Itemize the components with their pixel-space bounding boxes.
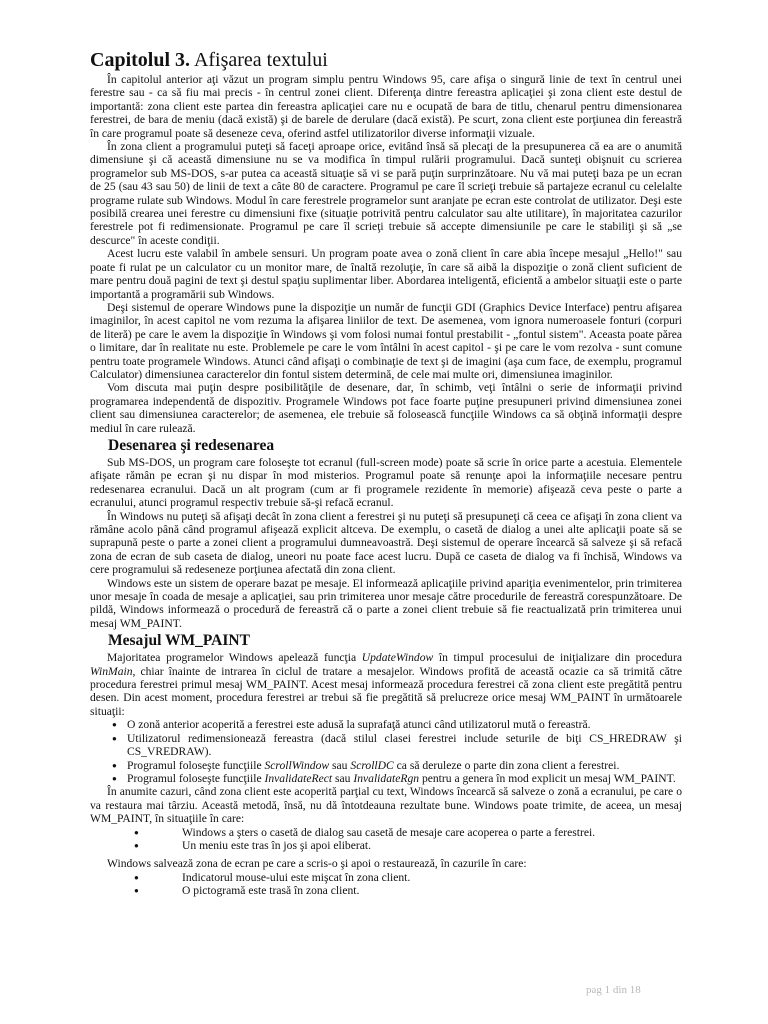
paragraph: În zona client a programului puteţi să faceţi aproape orice, evitând însă să plecaţi de la presupunerea că ea are o anumită dimensiune şi că această dimensiune nu se va modifica în timpul rulării programului. Dacă sunteţi obişnuit cu scrierea programelor sub MS-DOS, s-ar putea ca această situaţie să vi se pară puţin surprinzătoare. Nu vă mai puteţi baza pe un ecran de 25 (sau 43 sau 50) de linii de text a câte 80 de caractere. Programul pe care îl scrieţi trebuie să partajeze ecranul cu celelalte programe rulate sub Windows. Modul în care ferestrele programelor sunt aranjate pe ecran este controlat de utilizator. Deşi este posibilă crearea unei ferestre cu dimensiuni fixe (situaţie potrivită pentru calculator sau alte utilitare), în majoritatea cazurilor ferestrele pot fi redimensionate. Programul pe care îl scrieţi trebuie să accepte dimensiunile pe care le stabiliţi şi să „se descurce" în aceste condiţii. (90, 140, 682, 247)
text-run: în timpul procesului de iniţializare din procedura (433, 651, 682, 665)
list-item (90, 759, 682, 772)
text-run: Programul foloseşte funcţiile (127, 758, 265, 772)
page-number: pag 1 din 18 (586, 984, 641, 996)
section-heading-redraw: Desenarea şi redesenarea (108, 436, 275, 454)
paragraph: Windows salvează zona de ecran pe care a scris-o şi apoi o restaurează, în cazurile în care: (107, 857, 527, 871)
list-item: ● Un meniu este tras în jos şi apoi eliberat. (90, 839, 682, 852)
section-heading-wm-paint: Mesajul WM_PAINT (108, 632, 250, 650)
chapter-title-text: Afişarea textului (193, 49, 328, 71)
function-name: ScrollWindow (264, 758, 330, 772)
text-run: sau (329, 758, 351, 772)
text-run: sau (332, 771, 354, 785)
paragraph: În anumite cazuri, când zona client este acoperită parţial cu text, Windows încearcă să salveze o zonă a ecranului, pe care o va restaura mai târziu. Această metodă, însă, nu dă întotdeauna rezultate bune. Windows poate trimite, de aceea, un mesaj WM_PAINT, în situaţiile în care: (90, 785, 682, 826)
list-item: ● O zonă anterior acoperită a ferestrei este adusă la suprafaţă atunci când utilizatorul mută o fereastră. (90, 718, 682, 731)
chapter-number: Capitolul 3. (90, 49, 191, 71)
paragraph: Vom discuta mai puţin despre posibilităţile de desenare, dar, în schimb, veţi întâlni o serie de informaţii privind programarea independentă de dispozitiv. Programele Windows pot face foarte puţine presupuneri privind dimensiunea zonei client sau dimensiunea caracterelor; de asemenea, ele trebuie să folosească funcţiile Windows ca să obţină informaţii despre mediul în care rulează. (90, 381, 682, 435)
text-run: ca să deruleze o parte din zona client a ferestrei. (393, 758, 620, 772)
document-page (90, 48, 682, 898)
list-item (90, 772, 682, 785)
bullet-list (90, 718, 682, 785)
list-item: ● Utilizatorul redimensionează fereastra (dacă stilul clasei ferestrei include seturile de biţi CS_HREDRAW şi CS_VREDRAW). (90, 732, 682, 759)
sub-bullet-list (90, 826, 682, 853)
chapter-title (90, 48, 682, 72)
function-name: InvalidateRgn (353, 771, 420, 785)
list-item: ● O pictogramă este trasă în zona client. (90, 884, 682, 897)
text-run: pentru a genera în mod explicit un mesaj WM_PAINT. (419, 771, 676, 785)
paragraph (90, 651, 682, 718)
function-name: ScrollDC (350, 758, 394, 772)
paragraph: Sub MS-DOS, un program care foloseşte tot ecranul (full-screen mode) poate să scrie în orice parte a acestuia. Elementele afişate rămân pe ecran şi nu dispar în mod misterios. Programul poate să renunţe apoi la informaţiile necesare pentru redesenarea ecranului. Dacă un alt program (cum ar fi programele rezidente în memorie) afişează ceva peste o parte a ecranului, atunci programul respectiv trebuie să-şi refacă ecranul. (90, 455, 682, 510)
list-item: ● Windows a şters o casetă de dialog sau casetă de mesaje care acoperea o parte a ferestrei. (90, 826, 682, 839)
function-name: InvalidateRect (264, 771, 333, 785)
paragraph: Windows este un sistem de operare bazat pe mesaje. El informează aplicaţiile privind apariţia evenimentelor, prin trimiterea unor mesaje în coada de mesaje a aplicaţiei, sau prin trimiterea unor mesaje către procedurile de fereastră corespunzătoare. De pildă, Windows informează o procedură de fereastră că o parte a zonei client trebuie să fie reactualizată prin trimiterea unui mesaj WM_PAINT. (90, 576, 682, 630)
paragraph: Deşi sistemul de operare Windows pune la dispoziţie un număr de funcţii GDI (Graphics Device Interface) pentru afişarea imaginilor, în acest capitol ne vom rezuma la afişarea liniilor de text. De asemenea, vom ignora numeroasele fonturi (corpuri de literă) pe care le avem la dispoziţie în Windows şi vom folosi numai fontul prestabilit - „fontul sistem". Aceasta poate părea o limitare, dar în realitate nu este. Problemele pe care le vom întâlni în acest capitol - şi pe care le vom rezolva - sunt comune pentru toate programele Windows. Atunci când afişaţi o combinaţie de text şi de imagini (aşa cum face, de exemplu, programul Calculator) dimensiunea caracterelor din fontul sistem determină, de cele mai multe ori, dimensiunea imaginilor. (90, 300, 682, 381)
paragraph: În Windows nu puteţi să afişaţi decât în zona client a ferestrei şi nu puteţi să presupuneţi că ceea ce afişaţi în zona client va rămâne acolo până când programul afişează explicit altceva. De exemplu, o casetă de dialog a unei alte aplicaţii poate să se suprapună peste o parte a zonei client a programului dumneavoastră. Deşi sistemul de operare încearcă să salveze şi să refacă zona de ecran de sub caseta de dialog, uneori nu poate face acest lucru. După ce caseta de dialog va fi închisă, Windows va cere programului să redeseneze porţiunea afectată din zona client. (90, 509, 682, 577)
function-name: UpdateWindow (361, 651, 434, 665)
text-run: Majoritatea programelor Windows apelează funcţia (107, 651, 362, 665)
sub-bullet-list (90, 871, 682, 898)
paragraph: În capitolul anterior aţi văzut un program simplu pentru Windows 95, care afişa o singură linie de text în centrul unei ferestre sau - ca să fiu mai precis - în centrul zonei client. Diferenţa dintre fereastra aplicaţiei şi zona client este destul de importantă: zona client este partea din fereastra aplicaţiei care nu e ocupată de bara de titlu, chenarul pentru dimensionarea ferestrei, de bara de meniu (dacă există) şi de barele de derulare (dacă există). Pe scurt, zona client este porţiunea din fereastră în care programul poate să deseneze ceva, oferind astfel utilizatorilor diverse informaţii vizuale. (90, 73, 682, 140)
text-run: Programul foloseşte funcţiile (127, 771, 265, 785)
list-item: ● Indicatorul mouse-ului este mişcat în zona client. (90, 871, 682, 884)
text-run: , chiar înainte de intrarea în ciclul de tratare a mesajelor. Windows profită de această ocazie ca să trimită către procedura ferestrei primul mesaj WM_PAINT. Acest mesaj informează procedura ferestrei că zona client este pregătită pentru desen. Din acest moment, procedura ferestrei ar trebui să fie pregătită să prelucreze orice mesaj WM_PAINT în următoarele situaţii: (90, 664, 682, 718)
function-name: WinMain (90, 664, 133, 678)
paragraph: Acest lucru este valabil în ambele sensuri. Un program poate avea o zonă client în care abia începe mesajul „Hello!" sau poate fi rulat pe un calculator cu un monitor mare, de înaltă rezoluţie, în care să aibă la dispoziţie o zonă client suficient de mare pentru două pagini de text şi destul spaţiu suplimentar liber. Abordarea inteligentă, eficientă a ambelor situaţii este o parte importantă a programării sub Windows. (90, 247, 682, 301)
